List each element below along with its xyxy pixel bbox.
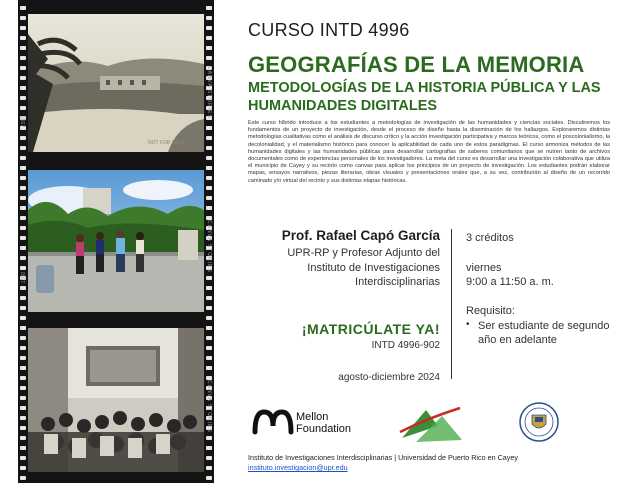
photo-historic-crowd (28, 328, 204, 472)
perforation (20, 466, 26, 470)
course-code: CURSO INTD 4996 (248, 20, 410, 40)
photo-historic-campus (28, 14, 204, 152)
perforation (20, 56, 26, 60)
perforation (20, 206, 26, 210)
affiliation-line-1: UPR-RP y Profesor Adjunto del (287, 247, 440, 259)
footer-email-link[interactable]: instituto.investigacion@upr.edu (248, 463, 348, 472)
perforation (206, 176, 212, 180)
perforation (206, 326, 212, 330)
perforation (20, 426, 26, 430)
perforation (20, 66, 26, 70)
perforation (20, 376, 26, 380)
perforation (206, 136, 212, 140)
perforation (20, 346, 26, 350)
perforation (20, 156, 26, 160)
perforation (20, 446, 26, 450)
perforation (206, 356, 212, 360)
perforation (20, 246, 26, 250)
perforation (206, 296, 212, 300)
perforation (206, 6, 212, 10)
perforation (20, 16, 26, 20)
perforation (20, 406, 26, 410)
professor-name: Prof. Rafael Capó García (281, 228, 440, 243)
credits: 3 créditos (466, 232, 514, 244)
perforation (20, 316, 26, 320)
perforation (20, 386, 26, 390)
requirement-item: Ser estudiante de segundo año en adelante (478, 320, 610, 346)
perforation (20, 86, 26, 90)
perforation (206, 286, 212, 290)
perforation (206, 166, 212, 170)
perforation (20, 176, 26, 180)
perforation (20, 366, 26, 370)
perforation (206, 156, 212, 160)
course-description: Este curso híbrido introduce a los estudiantes a metodologías de investigación de las humanidades y ciencias sociales. Discutiremos los fundamentos de un proyecto de investigación, desde el proceso de diseño hasta la diseminación de los hallazgos. Exploraremos distintas metodologías cualitativas como el análisis de discurso crítico y la acción investigación participativa y marcos teóricos, como el poscolonialismo, la decolonialidad, y el materialismo histórico para conocer la aplicabilidad de cada uno de estos paradigmas. El curso armoniza métodos de las humanidades digitales y las humanidades públicas para desarrollar cartografías de saberes comunitarios que se nutren tanto de archivos documentales como de experiencias personales de los investigadores. La meta del curso es desarrollar una investigación colaborativa que utiliza el municipio de Cayey y su recinto como canvas para aplicar los principios de un proyecto de investigación. Los estudiantes podrán elaborar mapas, ensayos narrativos, piezas literarias, obras visuales y presentaciones orales que, a su vez, contribuirán al diseño de un recorrido caminado y/o virtual del recinto y sus distintas etapas históricas. (248, 120, 610, 184)
perforation (206, 36, 212, 40)
perforation (20, 476, 26, 480)
perforation (206, 306, 212, 310)
perforation (20, 236, 26, 240)
perforation (20, 256, 26, 260)
perforation (20, 286, 26, 290)
perforation (20, 216, 26, 220)
perforation (20, 396, 26, 400)
perforation (20, 6, 26, 10)
perforation (206, 146, 212, 150)
perforation (20, 106, 26, 110)
perforation (20, 136, 26, 140)
photo-students-rooftop (28, 170, 204, 312)
photo-caption: NOT FOR SALE (148, 140, 185, 146)
footer-institute: Instituto de Investigaciones Interdisciplinarias | Universidad de Puerto Rico en Cayey (248, 453, 518, 462)
perforation (20, 146, 26, 150)
perforation (20, 46, 26, 50)
perforation (206, 126, 212, 130)
mellon-foundation-wordmark (296, 411, 351, 435)
perforation (206, 276, 212, 280)
upr-seal-icon (519, 402, 559, 442)
mellon-line-2: Foundation (296, 423, 352, 435)
requirement-label: Requisito: (466, 305, 515, 317)
mellon-line-1: Mellon (296, 411, 329, 423)
perforation (20, 416, 26, 420)
perforation (20, 26, 26, 30)
perforation (206, 56, 212, 60)
perforation (20, 456, 26, 460)
film-frame-number-1: 0917 (19, 116, 25, 128)
film-label-2: CANVA STORIES (206, 220, 212, 273)
perforation (206, 206, 212, 210)
course-subtitle: METODOLOGÍAS DE LA HISTORIA PÚBLICA Y LAS HUMANIDADES DIGITALES (248, 80, 601, 114)
perforation (206, 196, 212, 200)
film-strip (18, 0, 214, 483)
film-label-3: CANVA STORIES (206, 380, 212, 433)
term-dates: agosto-diciembre 2024 (338, 372, 440, 383)
film-frame-number-2: 0917 (19, 272, 25, 284)
perforation (206, 446, 212, 450)
vertical-divider (451, 229, 452, 379)
perforation (20, 296, 26, 300)
perforation (206, 16, 212, 20)
perforation (206, 346, 212, 350)
affiliation-line-3: Interdisciplinarias (355, 276, 440, 288)
schedule-day: viernes (466, 262, 502, 274)
schedule (466, 261, 554, 289)
film-label-1: CANVA STORIES (206, 66, 212, 119)
perforation (20, 266, 26, 270)
perforation (20, 306, 26, 310)
perforation (20, 96, 26, 100)
enroll-call-to-action: ¡MATRICÚLATE YA! (301, 321, 440, 337)
professor-affiliation (240, 246, 440, 290)
perforation (20, 356, 26, 360)
perforation (20, 76, 26, 80)
perforation (20, 226, 26, 230)
mellon-logo-icon (252, 408, 294, 436)
perforation (206, 456, 212, 460)
perforation (20, 336, 26, 340)
perforation (206, 336, 212, 340)
perforation (20, 326, 26, 330)
upr-cayey-logo-icon (398, 402, 464, 444)
schedule-time: 9:00 a 11:50 a. m. (466, 276, 554, 288)
perforation (206, 26, 212, 30)
bullet-icon: • (466, 319, 470, 330)
perforation (206, 476, 212, 480)
perforation (206, 466, 212, 470)
section-code: INTD 4996-902 (371, 340, 440, 351)
perforation (206, 436, 212, 440)
affiliation-line-2: Instituto de Investigaciones (307, 261, 440, 274)
perforation (206, 46, 212, 50)
perforation (206, 316, 212, 320)
perforation (20, 436, 26, 440)
perforation (20, 196, 26, 200)
perforation (206, 366, 212, 370)
perforation (20, 166, 26, 170)
course-title: GEOGRAFÍAS DE LA MEMORIA (248, 52, 585, 77)
perforation (20, 36, 26, 40)
perforation (206, 186, 212, 190)
perforation (20, 186, 26, 190)
